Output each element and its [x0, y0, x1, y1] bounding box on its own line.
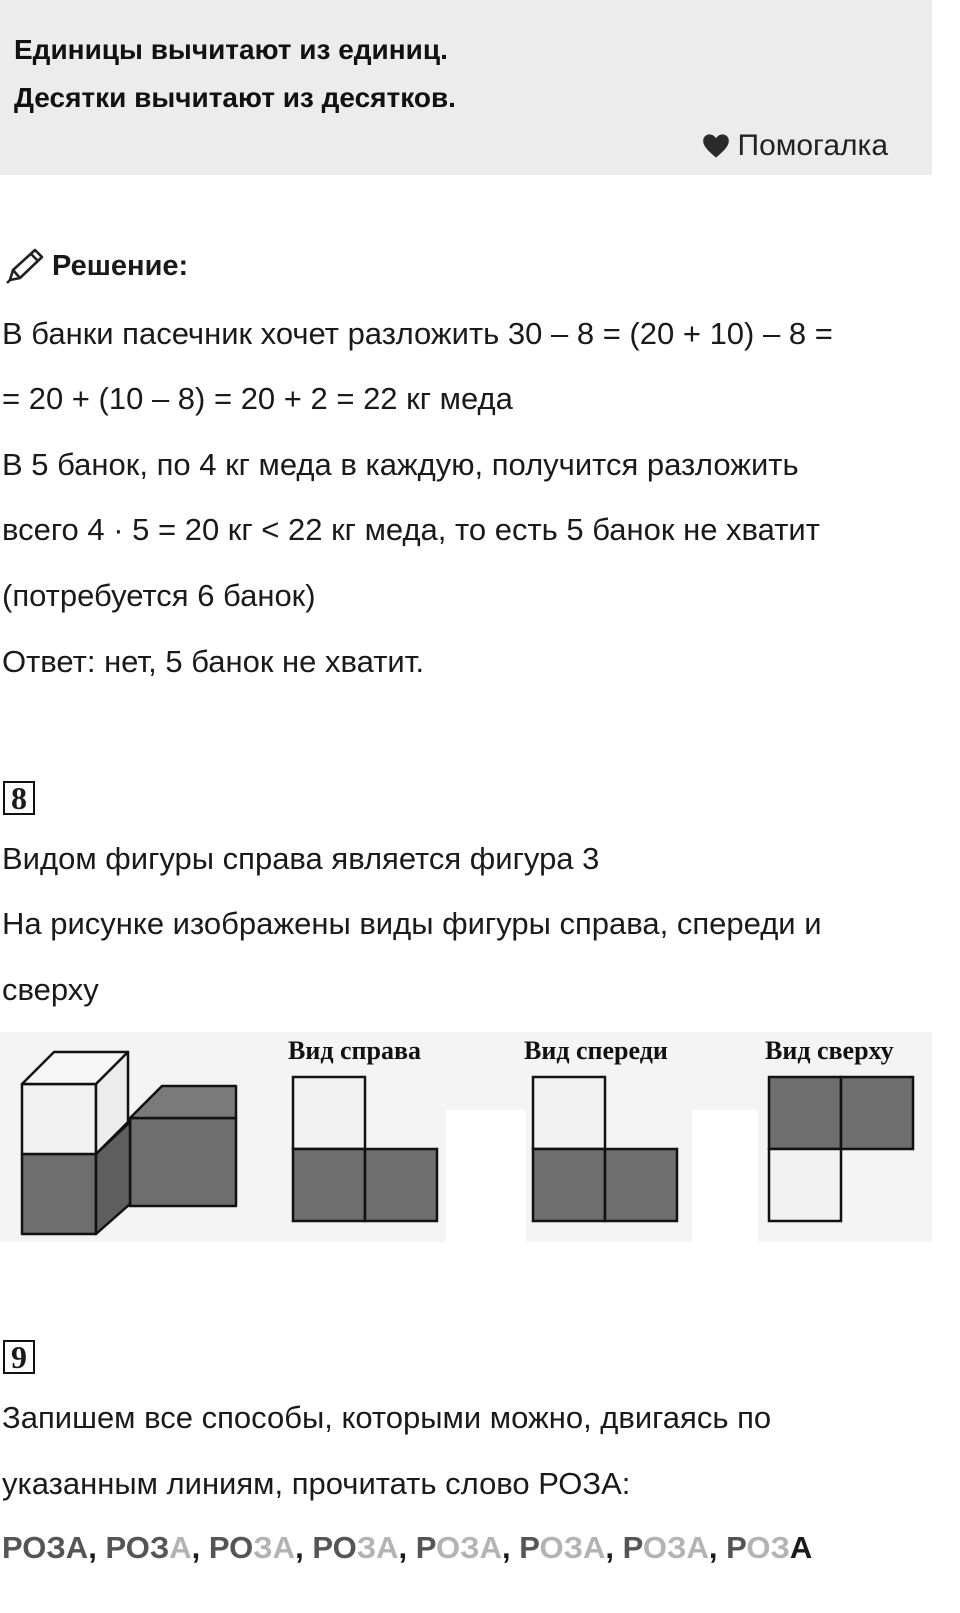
right-view [290, 1074, 440, 1224]
word-4: РОЗА [312, 1530, 399, 1565]
task8-line-1: Видом фигуры справа является фигура 3 [2, 841, 600, 876]
rule-box [0, 0, 932, 175]
task9-line-2: указанным линиям, прочитать слово РОЗА: [2, 1466, 631, 1501]
gap-panel [446, 1110, 526, 1242]
solution-line-5: (потребуется 6 банок) [2, 578, 316, 613]
front-view [530, 1074, 680, 1224]
brand-label: Помогалка [737, 129, 888, 162]
cube-figure [14, 1046, 244, 1236]
figure-views [0, 1032, 932, 1242]
heart-icon [702, 133, 730, 159]
word-3: РОЗА [208, 1530, 296, 1565]
word-7: РОЗА [622, 1530, 709, 1565]
word-5: РОЗА [415, 1530, 502, 1565]
task8-line-2: На рисунке изображены виды фигуры справа, спереди и [2, 906, 822, 941]
solution-line-1: В банки пасечник хочет разложить 30 – 8 = (20 + 10) – 8 = [2, 316, 833, 351]
task9-line-1: Запишем все способы, которыми можно, двигаясь по [2, 1400, 772, 1435]
label-right-view: Вид справа [288, 1036, 421, 1065]
rule-line-1: Единицы вычитают из единиц. [14, 34, 448, 65]
word-variants: РОЗА, РОЗА, РОЗА, РОЗА, РОЗА, РОЗА, РОЗА, РОЗА [2, 1530, 813, 1565]
label-top-view: Вид сверху [765, 1036, 894, 1065]
rule-line-2: Десятки вычитают из десятков. [14, 82, 456, 113]
brand-link[interactable] [702, 129, 889, 163]
solution-heading [4, 246, 188, 286]
gap-panel-2 [692, 1110, 758, 1242]
task8-line-3: сверху [2, 972, 99, 1007]
label-front-view: Вид спереди [524, 1036, 668, 1065]
word-1: РОЗА [2, 1530, 89, 1565]
word-2: РОЗА [105, 1530, 192, 1565]
solution-line-2: = 20 + (10 – 8) = 20 + 2 = 22 кг меда [2, 381, 513, 416]
task-number-9: 9 [3, 1340, 35, 1374]
solution-title: Решение: [52, 249, 189, 282]
word-8: РОЗА [726, 1530, 813, 1565]
top-view [766, 1074, 916, 1224]
answer-line: Ответ: нет, 5 банок не хватит. [2, 644, 425, 679]
pencil-icon [4, 246, 46, 286]
word-6: РОЗА [519, 1530, 606, 1565]
solution-line-3: В 5 банок, по 4 кг меда в каждую, получится разложить [2, 447, 799, 482]
solution-line-4: всего 4 · 5 = 20 кг < 22 кг меда, то есть 5 банок не хватит [2, 512, 820, 547]
task-number-8: 8 [3, 781, 35, 815]
